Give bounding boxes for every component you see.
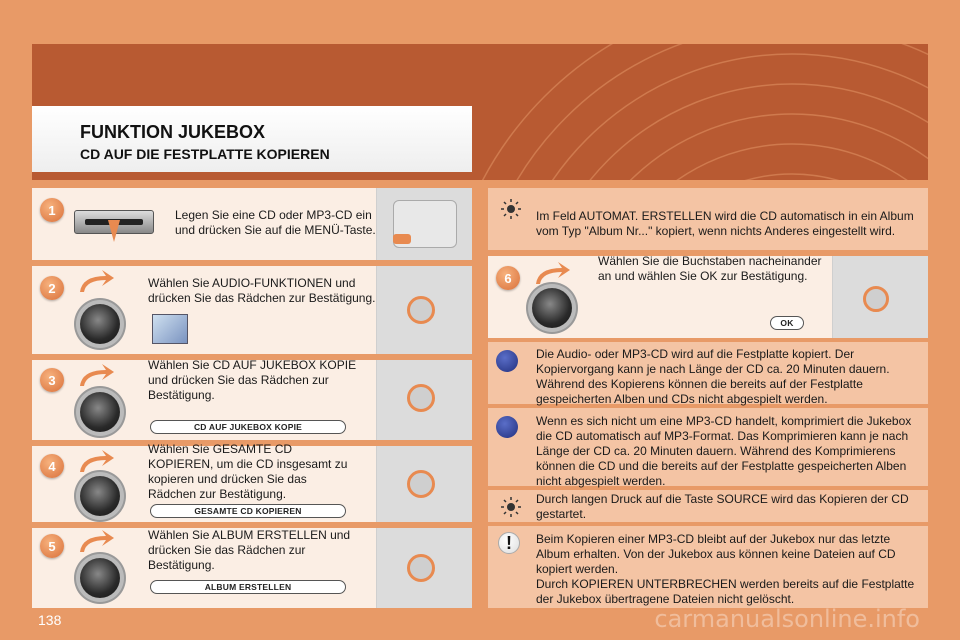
step-5-text: Wählen Sie ALBUM ERSTELLEN und drücken Sie das Rädchen zur Bestätigung. — [148, 528, 351, 572]
step-5-panel — [32, 528, 472, 608]
radio-knob-illustration — [376, 528, 472, 608]
step-number-5: 5 — [40, 534, 64, 558]
knob-highlight — [407, 470, 435, 498]
step-3-text: Wählen Sie CD AUF JUKEBOX KOPIE und drücken Sie das Rädchen zur Bestätigung. — [148, 358, 357, 402]
rotary-knob-icon — [532, 288, 572, 328]
step-6-text: Wählen Sie die Buchstaben nacheinander an und wählen Sie OK zur Bestätigung. — [598, 254, 822, 283]
page-number: 138 — [38, 612, 62, 628]
step-number-3: 3 — [40, 368, 64, 392]
step-6-panel — [488, 256, 928, 338]
radio-knob-illustration — [376, 266, 472, 354]
note-auto-create-panel — [488, 188, 928, 250]
sun-tip-icon — [500, 496, 522, 518]
rotary-knob-icon — [80, 392, 120, 432]
step-2-panel — [32, 266, 472, 354]
info-icon — [496, 350, 518, 372]
radio-knob-illustration — [832, 256, 928, 338]
title-box — [32, 106, 472, 172]
curved-arrow-icon — [76, 362, 116, 390]
note-compress-text: Wenn es sich nicht um eine MP3-CD handelt, komprimiert die Jukebox die CD automatisch auf MP3-Format. Das Komprimieren kann je nach Länge der CD ca. 20 Minuten dauern. Während des Komprimierens können die CD und die bereits auf der Festplatte gespeicherten Alben nicht abgespielt werden. — [536, 414, 912, 488]
page-subtitle: CD AUF DIE FESTPLATTE KOPIEREN — [80, 146, 330, 162]
knob-highlight — [407, 384, 435, 412]
info-icon — [496, 416, 518, 438]
note-warning-text: Beim Kopieren einer MP3-CD bleibt auf der Jukebox nur das letzte Album erhalten. Von der Jukebox aus können keine Dateien auf CD kopiert werden. — [536, 532, 896, 576]
curved-arrow-icon — [76, 268, 116, 296]
menu-key-highlight — [393, 234, 411, 244]
step-4-panel — [32, 442, 472, 522]
note-copy-text: Die Audio- oder MP3-CD wird auf die Festplatte kopiert. Der Kopiervorgang kann je nach Länge der CD ca. 20 Minuten dauern. Während des Kopierens können die bereits auf der Festplatte gespeicherten Alben und CDs nicht abgespielt werden. — [536, 347, 890, 406]
insert-arrow-icon — [108, 220, 120, 242]
note-source-panel — [488, 490, 928, 522]
note-source-text: Durch langen Druck auf die Taste SOURCE wird das Kopieren der CD gestartet. — [536, 492, 909, 521]
page-title: FUNKTION JUKEBOX — [80, 122, 266, 142]
step-3-panel — [32, 360, 472, 440]
step-number-6: 6 — [496, 266, 520, 290]
step-4-text: Wählen Sie GESAMTE CD KOPIEREN, um die CD insgesamt zu kopieren und drücken Sie das Rädchen zur Bestätigung. — [148, 442, 348, 501]
note-copy-panel — [488, 342, 928, 404]
knob-highlight — [407, 296, 435, 324]
step-1-panel — [32, 188, 472, 260]
menu-option-gesamte-cd-kopieren: GESAMTE CD KOPIEREN — [150, 504, 346, 518]
step-2-text: Wählen Sie AUDIO-FUNKTIONEN und drücken Sie das Rädchen zur Bestätigung. — [148, 276, 376, 305]
note-warning-panel — [488, 526, 928, 608]
sun-tip-icon — [500, 198, 522, 220]
warning-exclamation-icon: ! — [498, 532, 520, 554]
menu-option-cd-auf-jukebox-kopie: CD AUF JUKEBOX KOPIE — [150, 420, 346, 434]
knob-highlight — [863, 286, 889, 312]
radio-knob-illustration — [376, 446, 472, 522]
ok-option: OK — [770, 316, 804, 330]
step-1-text: Legen Sie eine CD oder MP3-CD ein und drücken Sie auf die MENÜ-Taste. — [175, 208, 376, 237]
radio-knob-illustration — [376, 360, 472, 440]
menu-option-album-erstellen: ALBUM ERSTELLEN — [150, 580, 346, 594]
step-number-4: 4 — [40, 454, 64, 478]
rotary-knob-icon — [80, 558, 120, 598]
watermark: carmanualsonline.info — [654, 605, 920, 633]
curved-arrow-icon — [76, 528, 116, 556]
rotary-knob-icon — [80, 476, 120, 516]
knob-highlight — [407, 554, 435, 582]
note-auto-create-text: Im Feld AUTOMAT. ERSTELLEN wird die CD automatisch in ein Album vom Typ "Album Nr..." kopiert, wenn nichts Anderes eingestellt wird. — [536, 209, 914, 238]
audio-functions-icon — [152, 314, 188, 344]
note-warning-text-2: Durch KOPIEREN UNTERBRECHEN werden bereits auf die Festplatte der Jukebox übertragene Dateien nicht gelöscht. — [536, 577, 915, 606]
step-number-2: 2 — [40, 276, 64, 300]
curved-arrow-icon — [532, 260, 572, 288]
note-compress-panel — [488, 408, 928, 486]
step-number-1: 1 — [40, 198, 64, 222]
rotary-knob-icon — [80, 304, 120, 344]
radio-menu-illustration — [376, 188, 472, 260]
curved-arrow-icon — [76, 448, 116, 476]
